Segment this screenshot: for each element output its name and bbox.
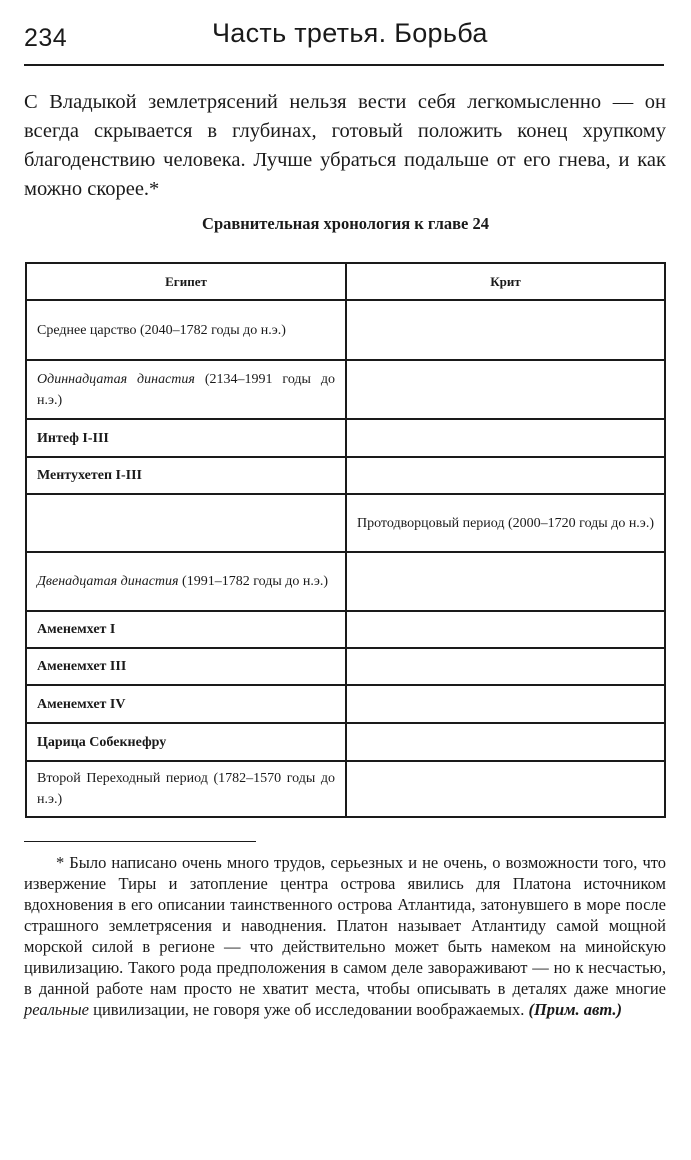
crete-cell xyxy=(346,611,665,648)
header-rule xyxy=(24,64,664,66)
table-row xyxy=(26,685,665,723)
table-row xyxy=(26,611,665,648)
chronology-table xyxy=(25,262,666,818)
egypt-cell-text: Среднее царство (2040–1782 годы до н.э.) xyxy=(37,322,286,338)
crete-cell xyxy=(346,685,665,723)
egypt-cell-text: (1991–1782 годы до н.э.) xyxy=(178,574,329,589)
crete-cell xyxy=(346,552,665,611)
footnote-rule xyxy=(24,841,256,842)
table-row xyxy=(26,648,665,685)
crete-cell xyxy=(346,300,665,360)
table-row xyxy=(26,419,665,457)
table-header-row xyxy=(26,263,665,300)
table-row xyxy=(26,761,665,817)
table-row xyxy=(26,552,665,611)
column-header-crete: Крит xyxy=(346,263,665,300)
egypt-cell xyxy=(26,300,346,360)
crete-cell xyxy=(346,723,665,761)
page-number: 234 xyxy=(24,24,68,52)
crete-cell-text: Протодворцовый период (2000–1720 годы до н.э.) xyxy=(357,515,654,531)
egypt-cell-text: Второй Переходный период (1782–1570 годы до н.э.) xyxy=(37,771,335,807)
egypt-cell xyxy=(26,419,346,457)
crete-cell xyxy=(346,360,665,419)
egypt-cell-text: Аменемхет I xyxy=(37,622,116,637)
table-caption: Сравнительная хронология к главе 24 xyxy=(202,214,489,233)
footnote xyxy=(24,852,666,1020)
crete-cell xyxy=(346,494,665,552)
column-header-egypt: Египет xyxy=(26,263,346,300)
egypt-cell xyxy=(26,648,346,685)
table-row xyxy=(26,494,665,552)
crete-cell xyxy=(346,457,665,494)
intro-paragraph: С Владыкой землетрясений нельзя вести себя легкомысленно — он всегда скрывается в глубинах, готовый положить конец хрупкому благоденствию человека. Лучше убраться подальше от его гнева, и как можно скорее.* xyxy=(24,91,666,200)
egypt-cell xyxy=(26,611,346,648)
table-row xyxy=(26,723,665,761)
egypt-cell-text: Интеф I-III xyxy=(37,430,109,446)
egypt-cell-text: Аменемхет III xyxy=(37,659,127,674)
egypt-cell-italic-text: Одиннадцатая династия xyxy=(37,371,195,387)
egypt-cell-text: Аменемхет IV xyxy=(37,696,126,712)
running-title: Часть третья. Борьба xyxy=(212,18,488,48)
footnote-text-part1: * Было написано очень много трудов, серьезных и не очень, о возможности того, что извержение Тиры и затопление центра острова явились для Платона источником вдохновения в его описании таинственного острова Атлантида, затонувшего в море после страшного землетрясения и наводнения. Платон называет Атлантиду самой мощной морской силой в регионе — что действительно может быть намеком на минойскую цивилизацию. Такого рода предположения в самом деле завораживают — но к несчастью, в данной работе нам просто не хватит места, чтобы описывать в деталях даже многие xyxy=(24,853,666,998)
egypt-cell xyxy=(26,494,346,552)
footnote-text-part2: цивилизации, не говоря уже об исследовании воображаемых. xyxy=(89,1000,529,1019)
footnote-author-note: (Прим. авт.) xyxy=(528,1000,623,1019)
egypt-cell xyxy=(26,685,346,723)
table-row xyxy=(26,300,665,360)
egypt-cell xyxy=(26,360,346,419)
crete-cell xyxy=(346,761,665,817)
crete-cell xyxy=(346,648,665,685)
table-row xyxy=(26,457,665,494)
egypt-cell-italic-text: Двенадцатая династия xyxy=(37,574,179,589)
egypt-cell-text: (2134–1991 годы до н.э.) xyxy=(37,371,336,408)
table-row xyxy=(26,360,665,419)
egypt-cell xyxy=(26,552,346,611)
footnote-emphasis: реальные xyxy=(24,1000,89,1019)
egypt-cell-text: Царица Собекнефру xyxy=(37,734,167,750)
crete-cell xyxy=(346,419,665,457)
egypt-cell xyxy=(26,761,346,817)
egypt-cell xyxy=(26,723,346,761)
egypt-cell-text: Ментухетеп I-III xyxy=(37,468,142,483)
egypt-cell xyxy=(26,457,346,494)
